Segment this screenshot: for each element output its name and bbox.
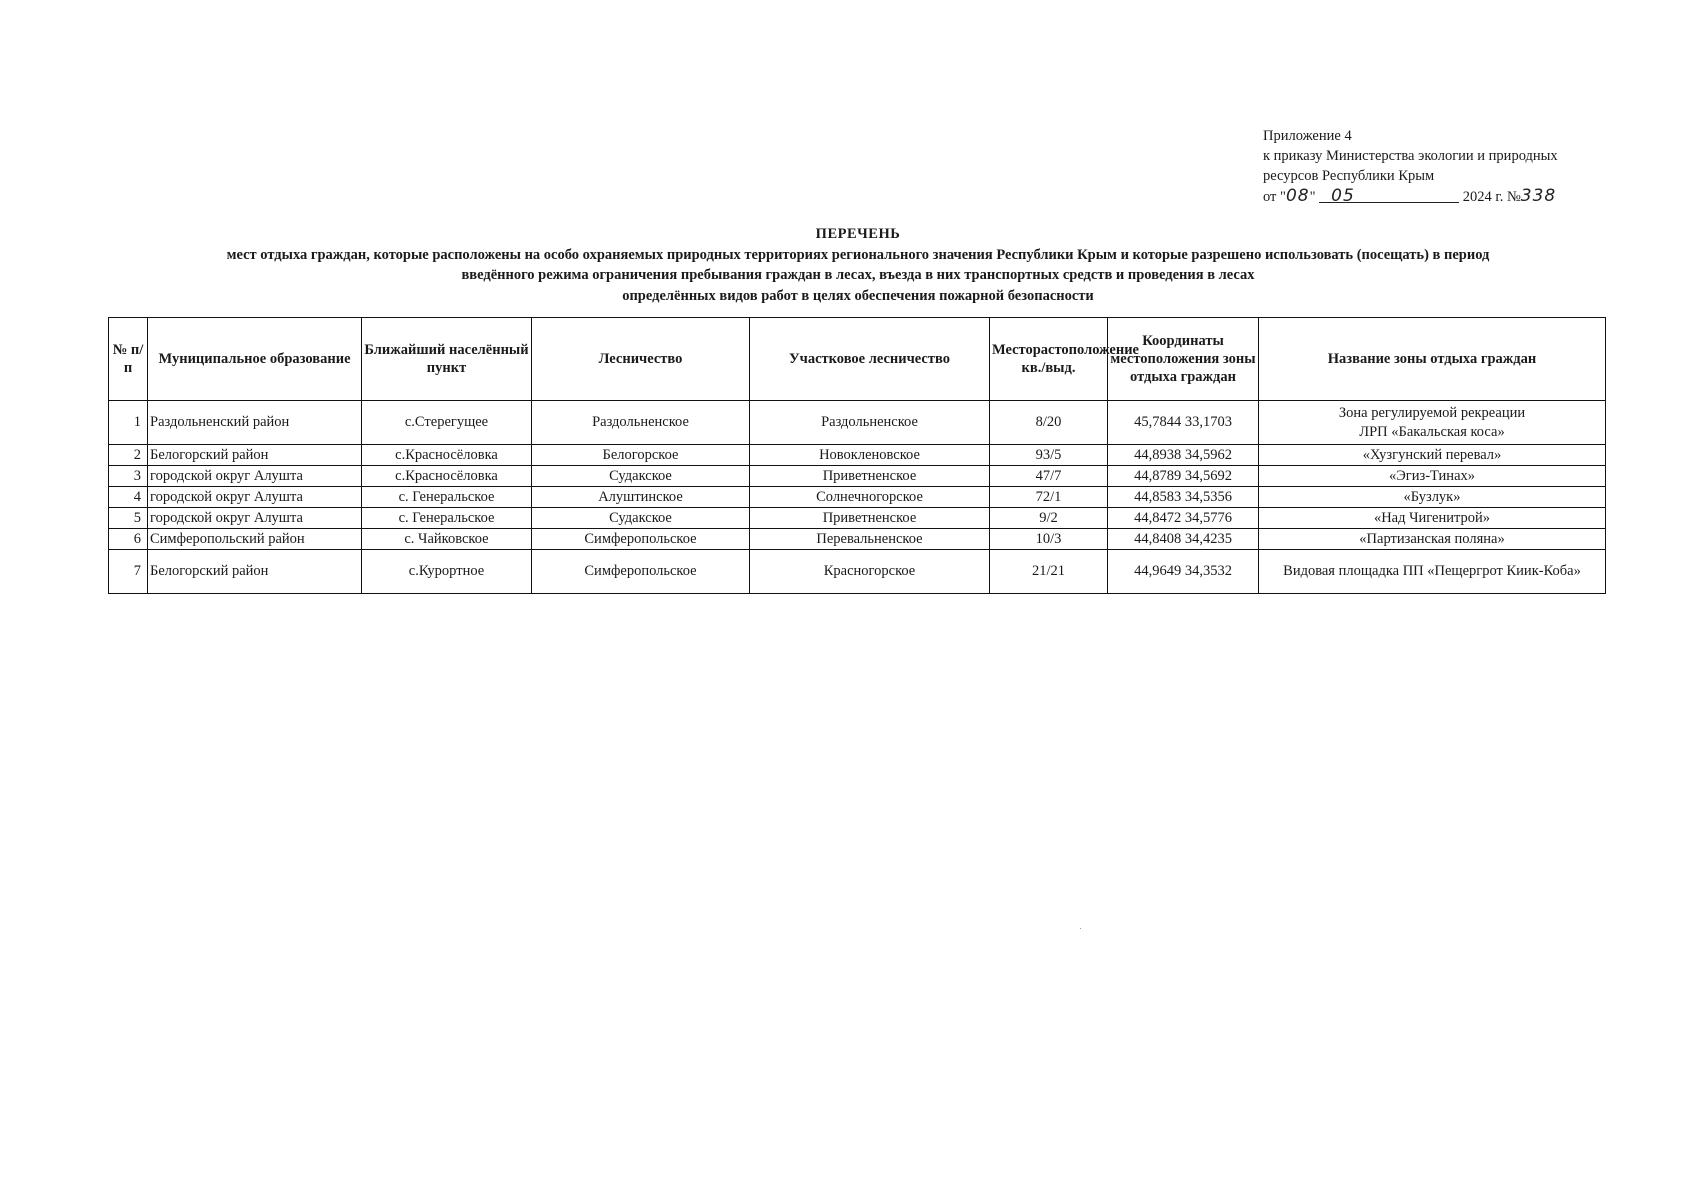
cell-forestry: Симферопольское — [532, 529, 750, 550]
cell-district-forestry: Новокленовское — [750, 445, 990, 466]
cell-district-forestry: Раздольненское — [750, 401, 990, 445]
cell-location: 10/3 — [990, 529, 1108, 550]
cell-zone-name: «Над Чигенитрой» — [1259, 508, 1606, 529]
cell-coords: 44,9649 34,3532 — [1108, 550, 1259, 594]
handwritten-day: 08 — [1285, 186, 1310, 206]
cell-district-forestry: Приветненское — [750, 508, 990, 529]
cell-settlement: с. Генеральское — [362, 487, 532, 508]
document-title — [108, 224, 1608, 306]
table-row — [109, 550, 1606, 594]
cell-forestry: Симферопольское — [532, 550, 750, 594]
cell-zone-name: «Хузгунский перевал» — [1259, 445, 1606, 466]
cell-municipality: Раздольненский район — [148, 401, 362, 445]
cell-district-forestry: Красногорское — [750, 550, 990, 594]
table-row — [109, 445, 1606, 466]
cell-num: 2 — [109, 445, 148, 466]
cell-location: 72/1 — [990, 487, 1108, 508]
cell-settlement: с. Чайковское — [362, 529, 532, 550]
header-forestry: Лесничество — [532, 318, 750, 401]
cell-num: 1 — [109, 401, 148, 445]
date-prefix: от " — [1263, 189, 1286, 205]
cell-location: 9/2 — [990, 508, 1108, 529]
cell-municipality: городской округ Алушта — [148, 466, 362, 487]
cell-forestry: Судакское — [532, 466, 750, 487]
appendix-block — [1263, 126, 1558, 207]
cell-zone-name: «Партизанская поляна» — [1259, 529, 1606, 550]
scan-speck — [1080, 928, 1081, 929]
header-settlement: Ближайший населённый пункт — [362, 318, 532, 401]
zone-name-line-1: Зона регулируемой рекреации — [1338, 404, 1526, 421]
handwritten-order-number: 338 — [1520, 186, 1557, 206]
table-row — [109, 466, 1606, 487]
appendix-line-3: ресурсов Республики Крым — [1263, 168, 1435, 184]
cell-settlement: с.Красносёловка — [362, 466, 532, 487]
cell-municipality: городской округ Алушта — [148, 508, 362, 529]
cell-location: 47/7 — [990, 466, 1108, 487]
cell-num: 6 — [109, 529, 148, 550]
cell-coords: 44,8789 34,5692 — [1108, 466, 1259, 487]
header-municipality: Муниципальное образование — [148, 318, 362, 401]
title-line-1: мест отдыха граждан, которые расположены на особо охраняемых природных территориях регионального значения Республики Крым и которые разрешено использовать (посещать) в период — [226, 246, 1490, 263]
handwritten-month: 05 — [1331, 186, 1355, 206]
header-district-forestry: Участковое лесничество — [750, 318, 990, 401]
cell-num: 3 — [109, 466, 148, 487]
header-zone-name: Название зоны отдыха граждан — [1259, 318, 1606, 401]
cell-num: 4 — [109, 487, 148, 508]
cell-municipality: Симферопольский район — [148, 529, 362, 550]
zone-name-line-2: ЛРП «Бакальская коса» — [1359, 423, 1505, 440]
cell-location: 21/21 — [990, 550, 1108, 594]
cell-settlement: с.Красносёловка — [362, 445, 532, 466]
cell-municipality: городской округ Алушта — [148, 487, 362, 508]
cell-settlement: с.Стерегущее — [362, 401, 532, 445]
date-quote: " — [1309, 189, 1316, 205]
cell-num: 5 — [109, 508, 148, 529]
cell-zone-name — [1259, 401, 1606, 445]
cell-coords: 44,8938 34,5962 — [1108, 445, 1259, 466]
cell-district-forestry: Солнечногорское — [750, 487, 990, 508]
order-date-line — [1263, 186, 1558, 207]
title-main: ПЕРЕЧЕНЬ — [815, 226, 901, 242]
table-header-row — [109, 318, 1606, 401]
cell-district-forestry: Приветненское — [750, 466, 990, 487]
cell-settlement: с. Генеральское — [362, 508, 532, 529]
month-blank — [1319, 186, 1459, 206]
cell-num: 7 — [109, 550, 148, 594]
cell-forestry: Раздольненское — [532, 401, 750, 445]
cell-coords: 44,8408 34,4235 — [1108, 529, 1259, 550]
table-row — [109, 401, 1606, 445]
appendix-line-1: Приложение 4 — [1263, 128, 1352, 144]
cell-municipality: Белогорский район — [148, 550, 362, 594]
cell-coords: 45,7844 33,1703 — [1108, 401, 1259, 445]
cell-zone-name: «Эгиз-Тинах» — [1259, 466, 1606, 487]
table-row — [109, 529, 1606, 550]
cell-zone-name: «Бузлук» — [1259, 487, 1606, 508]
table-row — [109, 487, 1606, 508]
title-line-3: определённых видов работ в целях обеспечения пожарной безопасности — [622, 287, 1094, 304]
cell-district-forestry: Перевальненское — [750, 529, 990, 550]
table-row — [109, 508, 1606, 529]
rest-zones-table — [108, 317, 1606, 594]
header-num: № п/п — [109, 318, 148, 401]
cell-location: 93/5 — [990, 445, 1108, 466]
cell-location: 8/20 — [990, 401, 1108, 445]
cell-municipality: Белогорский район — [148, 445, 362, 466]
cell-coords: 44,8472 34,5776 — [1108, 508, 1259, 529]
cell-settlement: с.Курортное — [362, 550, 532, 594]
title-line-2: введённого режима ограничения пребывания граждан в лесах, въезда в них транспортных средств и проведения в лесах — [461, 267, 1255, 283]
cell-forestry: Алуштинское — [532, 487, 750, 508]
cell-coords: 44,8583 34,5356 — [1108, 487, 1259, 508]
year-number-label: 2024 г. № — [1462, 189, 1521, 205]
cell-zone-name: Видовая площадка ПП «Пещергрот Киик-Коба» — [1259, 550, 1606, 594]
cell-forestry: Судакское — [532, 508, 750, 529]
appendix-line-2: к приказу Министерства экологии и природных — [1263, 148, 1558, 164]
header-coords: Координаты местоположения зоны отдыха граждан — [1108, 318, 1259, 401]
cell-forestry: Белогорское — [532, 445, 750, 466]
header-location: Месторастоположение кв./выд. — [990, 318, 1108, 401]
